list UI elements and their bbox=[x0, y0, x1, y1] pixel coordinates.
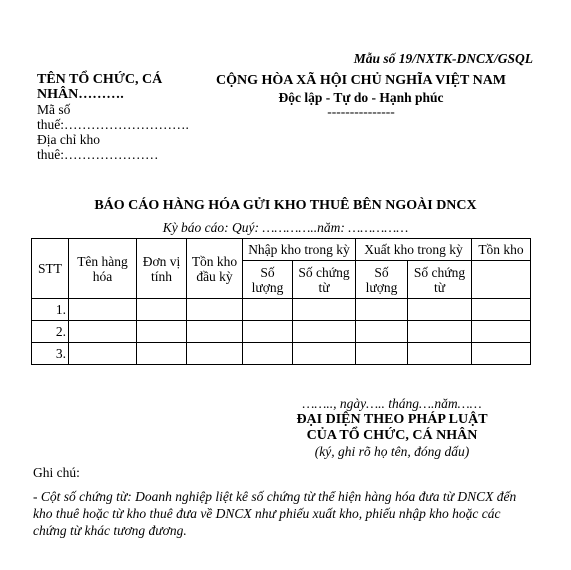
signature-date-line: …….., ngày….. tháng….năm…… bbox=[302, 396, 482, 411]
header-import-qty: Số lượng bbox=[243, 261, 293, 299]
header-export-group: Xuất kho trong kỳ bbox=[356, 239, 472, 261]
report-period: Kỳ báo cáo: Quý: …………..năm: …………… bbox=[162, 220, 409, 235]
cell bbox=[137, 321, 187, 343]
cell bbox=[408, 321, 472, 343]
cell bbox=[356, 343, 408, 365]
signature-instruction: (ký, ghi rõ họ tên, đóng dấu) bbox=[314, 444, 470, 459]
header-closing-stock: Tồn kho bbox=[472, 239, 531, 261]
cell bbox=[137, 299, 187, 321]
cell bbox=[293, 321, 356, 343]
table-row bbox=[32, 343, 531, 365]
cell bbox=[69, 343, 137, 365]
cell bbox=[69, 321, 137, 343]
organization-block bbox=[37, 72, 202, 162]
header-import-doc: Số chứng từ bbox=[293, 261, 356, 299]
header-stt: STT bbox=[32, 239, 69, 299]
header-rule: --------------- bbox=[327, 104, 395, 119]
cell bbox=[137, 343, 187, 365]
cell bbox=[187, 299, 243, 321]
cell bbox=[243, 321, 293, 343]
cell bbox=[187, 321, 243, 343]
cell bbox=[356, 321, 408, 343]
cell bbox=[293, 343, 356, 365]
cell bbox=[408, 343, 472, 365]
cell bbox=[472, 299, 531, 321]
cell bbox=[243, 343, 293, 365]
table-row bbox=[32, 321, 531, 343]
notes-heading: Ghi chú: bbox=[33, 465, 80, 480]
national-motto: Độc lập - Tự do - Hạnh phúc bbox=[278, 90, 444, 105]
row-number: 2. bbox=[32, 321, 69, 343]
signature-title-line1: ĐẠI DIỆN THEO PHÁP LUẬT bbox=[296, 412, 488, 427]
report-table bbox=[31, 238, 531, 365]
form-number: Mẫu số 19/NXTK-DNCX/GSQL bbox=[353, 51, 533, 66]
header-export-qty: Số lượng bbox=[356, 261, 408, 299]
organization-name: TÊN TỔ CHỨC, CÁ NHÂN………. bbox=[37, 72, 163, 102]
cell bbox=[293, 299, 356, 321]
row-number: 1. bbox=[32, 299, 69, 321]
warehouse-address-line: Địa chỉ kho thuê:………………… bbox=[37, 132, 159, 162]
header-import-group: Nhập kho trong kỳ bbox=[243, 239, 356, 261]
header-export-doc: Số chứng từ bbox=[408, 261, 472, 299]
cell bbox=[356, 299, 408, 321]
row-number: 3. bbox=[32, 343, 69, 365]
cell bbox=[243, 299, 293, 321]
cell bbox=[408, 299, 472, 321]
report-title: BÁO CÁO HÀNG HÓA GỬI KHO THUÊ BÊN NGOÀI DNCX bbox=[94, 198, 477, 213]
cell bbox=[187, 343, 243, 365]
notes-body: - Cột số chứng từ: Doanh nghiệp liệt kê số chứng từ thể hiện hàng hóa đưa từ DNCX đến kho thuê hoặc từ kho thuê đưa về DNCX như phiếu xuất kho, phiếu nhập kho hoặc các chứng từ khác tương đương. bbox=[33, 489, 517, 538]
nation-name: CỘNG HÒA XÃ HỘI CHỦ NGHĨA VIỆT NAM bbox=[216, 73, 507, 88]
signature-title-line2: CỦA TỔ CHỨC, CÁ NHÂN bbox=[306, 428, 478, 443]
header-opening-stock: Tồn kho đầu kỳ bbox=[187, 239, 243, 299]
national-header bbox=[216, 72, 506, 118]
signature-block bbox=[262, 396, 522, 460]
header-goods-name: Tên hàng hóa bbox=[69, 239, 137, 299]
header-unit: Đơn vị tính bbox=[137, 239, 187, 299]
cell bbox=[472, 321, 531, 343]
cell bbox=[472, 343, 531, 365]
cell bbox=[69, 299, 137, 321]
tax-code-line: Mã số thuế:………………………. bbox=[37, 102, 189, 132]
header-closing-sub bbox=[472, 261, 531, 299]
table-row bbox=[32, 299, 531, 321]
